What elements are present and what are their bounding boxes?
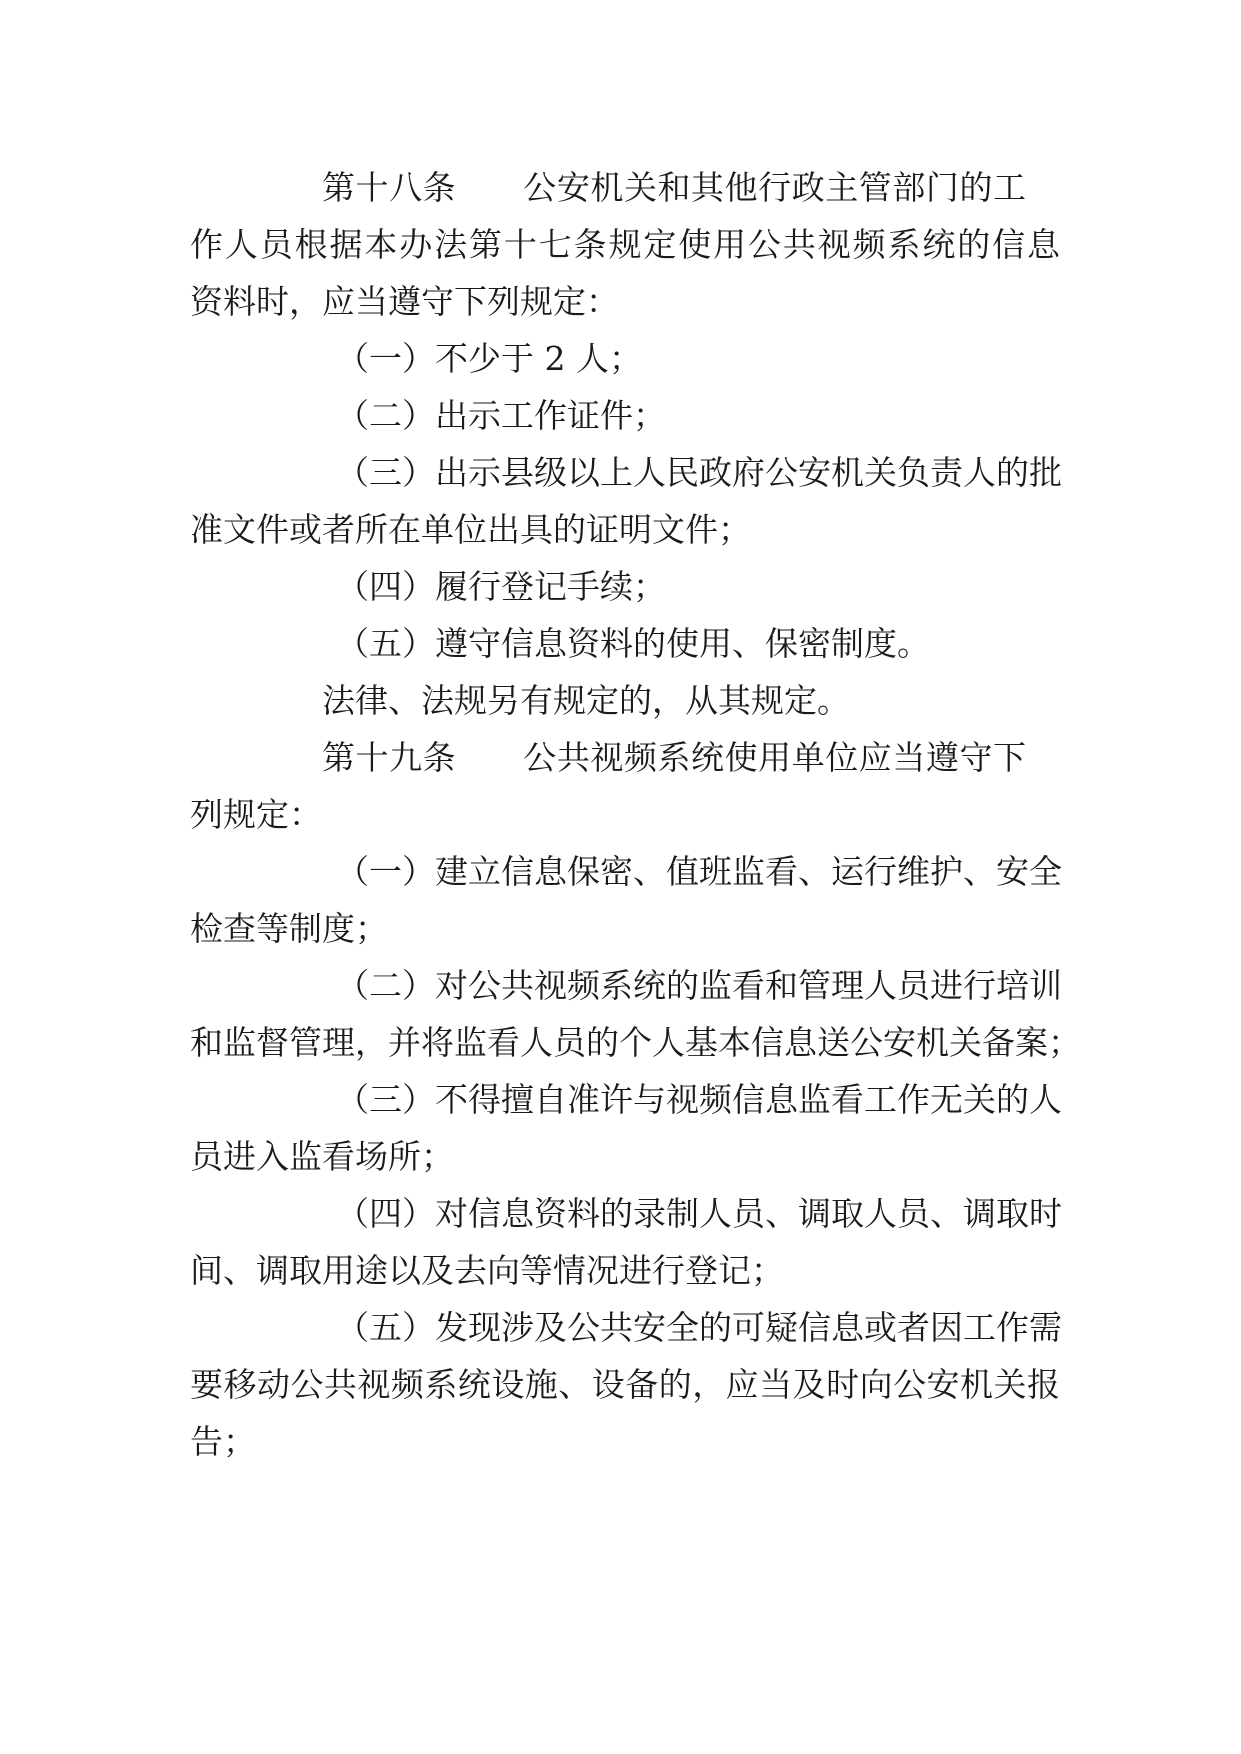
paragraph-line: 和监督管理，并将监看人员的个人基本信息送公安机关备案； (190, 1023, 1081, 1062)
list-item-line: （四）对信息资料的录制人员、调取人员、调取时 (336, 1194, 1062, 1233)
law-note-line: 法律、法规另有规定的，从其规定。 (322, 681, 850, 720)
paragraph-line: 员进入监看场所； (190, 1137, 454, 1176)
list-item-line: （五）发现涉及公共安全的可疑信息或者因工作需 (336, 1308, 1062, 1347)
paragraph-line: 告； (190, 1422, 256, 1461)
list-item-line: （五）遵守信息资料的使用、保密制度。 (336, 624, 930, 663)
article-19-heading-line: 第十九条 公共视频系统使用单位应当遵守下 (322, 738, 1026, 777)
article-18-heading-line: 第十八条 公安机关和其他行政主管部门的工 (322, 168, 1026, 207)
list-item-line: （二）出示工作证件； (336, 396, 666, 435)
list-item-line: （二）对公共视频系统的监看和管理人员进行培训 (336, 966, 1062, 1005)
list-item-line: （一）建立信息保密、值班监看、运行维护、安全 (336, 852, 1062, 891)
paragraph-line: 资料时，应当遵守下列规定： (190, 282, 619, 321)
paragraph-line: 间、调取用途以及去向等情况进行登记； (190, 1251, 784, 1290)
list-item-line: （四）履行登记手续； (336, 567, 666, 606)
paragraph-line: 作人员根据本办法第十七条规定使用公共视频系统的信息 (190, 225, 1060, 264)
paragraph-line: 检查等制度； (190, 909, 388, 948)
list-item-line: （一）不少于 2 人； (336, 339, 642, 378)
paragraph-line: 列规定： (190, 795, 322, 834)
list-item-line: （三）出示县级以上人民政府公安机关负责人的批 (336, 453, 1062, 492)
list-item-line: （三）不得擅自准许与视频信息监看工作无关的人 (336, 1080, 1062, 1119)
paragraph-line: 要移动公共视频系统设施、设备的，应当及时向公安机关报 (190, 1365, 1060, 1404)
paragraph-line: 准文件或者所在单位出具的证明文件； (190, 510, 751, 549)
